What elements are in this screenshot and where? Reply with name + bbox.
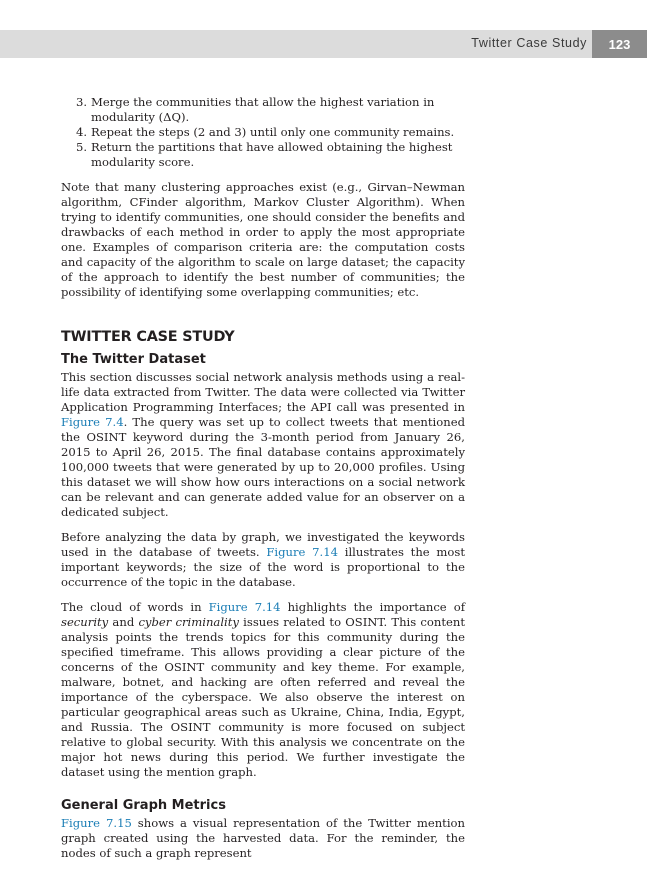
dataset-paragraph-3: The cloud of words in Figure 7.14 highlights the importance of security and cyber criminality issues related to OSINT. This content analysis points the trends topics for this community during the specified timeframe. This allows providing a clear picture of the concerns of the OSINT community and key theme. For example, malware, botnet, and hacking are often referred and reveal the importance of the cyberspace. We also observe the interest on particular geographical areas such as Ukraine, China, India, Egypt, and Russia. The OSINT community is more focused on subject relative to global security. With this analysis we concentrate on the major hot news during this period. We further investigate the dataset using the mention graph. <box>61 600 465 779</box>
dataset-paragraph-2: Before analyzing the data by graph, we investigated the keywords used in the database of tweets. Figure 7.14 illustrates the most important keywords; the size of the word is proportional to the occurrence of the topic in the database. <box>61 530 465 589</box>
dataset-paragraph-1: This section discusses social network analysis methods using a real-life data extracted from Twitter. The data were collected via Twitter Application Programming Interfaces; the API call was presented in Figure 7.4. The query was set up to collect tweets that mentioned the OSINT keyword during the 3-month period from January 26, 2015 to April 26, 2015. The final database contains approximately 100,000 tweets that were generated by up to 20,000 profiles. Using this dataset we will show how ours interactions on a social network can be relevant and can generate added value for an observer on a dedicated subject. <box>61 370 465 519</box>
intro-paragraph: Note that many clustering approaches exist (e.g., Girvan–Newman algorithm, CFinder algorithm, Markov Cluster Algorithm). When trying to identify communities, one should consider the benefits and drawbacks of each method in order to apply the most appropriate one. Examples of comparison criteria are: the computation costs and capacity of the algorithm to scale on large dataset; the capacity of the approach to identify the best number of communities; the possibility of identifying some overlapping communities; etc. <box>61 180 465 299</box>
list-item-number: 5. <box>76 140 88 154</box>
list-item-text: Merge the communities that allow the highest variation in modularity (ΔQ). <box>91 95 435 124</box>
figure-7-4-link[interactable]: Figure 7.4 <box>61 415 124 429</box>
list-item-text: Repeat the steps (2 and 3) until only one community remains. <box>91 125 455 139</box>
figure-7-15-link[interactable]: Figure 7.15 <box>61 816 132 830</box>
subsection-title-dataset: The Twitter Dataset <box>61 352 206 367</box>
graph-metrics-paragraph: Figure 7.15 shows a visual representation of the Twitter mention graph created using the harvested data. For the reminder, the nodes of such a graph represent <box>61 816 465 860</box>
list-item-text: Return the partitions that have allowed obtaining the highest modularity score. <box>91 140 453 169</box>
figure-7-14-link[interactable]: Figure 7.14 <box>266 545 338 559</box>
section-title: TWITTER CASE STUDY <box>61 329 235 345</box>
subsection-title-graph-metrics: General Graph Metrics <box>61 798 226 813</box>
list-item-number: 4. <box>76 125 88 139</box>
list-item-number: 3. <box>76 95 88 109</box>
list-item <box>61 125 465 140</box>
algorithm-steps-list <box>61 95 465 170</box>
figure-7-14-link[interactable]: Figure 7.14 <box>208 600 281 614</box>
list-item <box>61 140 465 170</box>
running-head-title: Twitter Case Study <box>471 36 587 50</box>
list-item <box>61 95 465 125</box>
page-body <box>61 95 465 871</box>
page-number: 123 <box>592 30 647 58</box>
